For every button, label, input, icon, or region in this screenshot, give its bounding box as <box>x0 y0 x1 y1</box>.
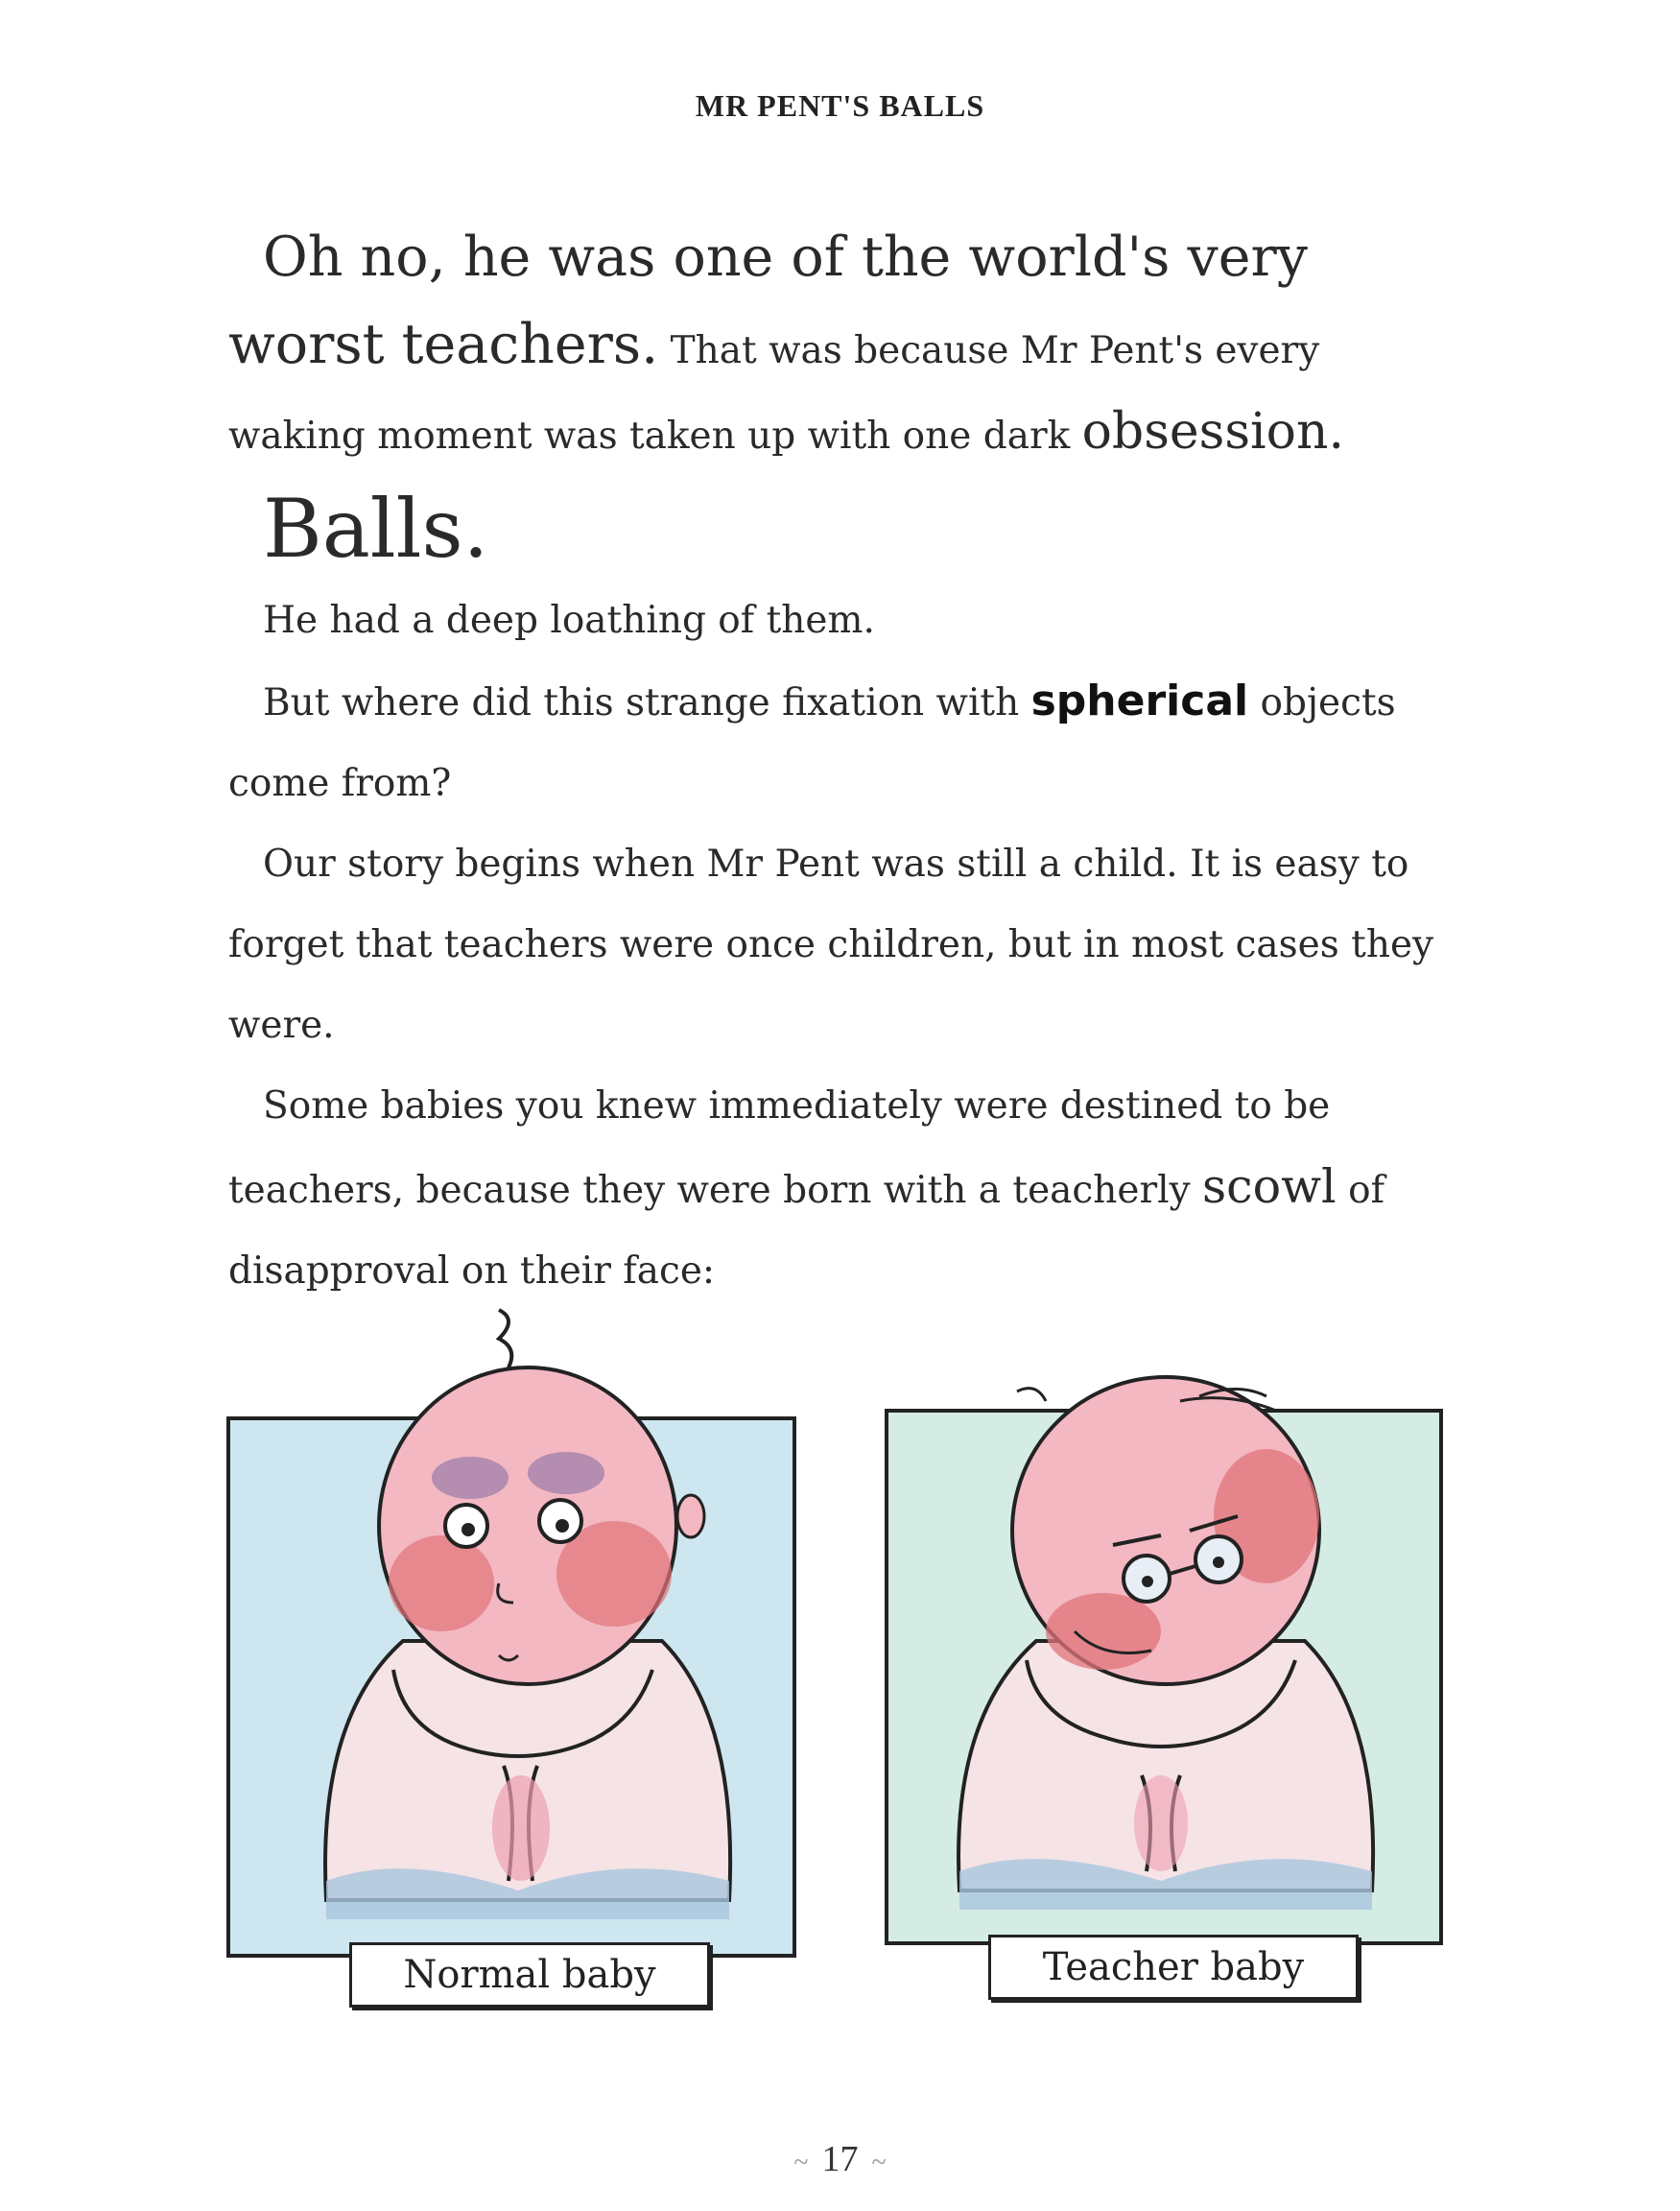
normal-baby-caption: Normal baby <box>349 1942 710 2008</box>
teacher-baby-caption: Teacher baby <box>988 1935 1359 2000</box>
normal-baby-illustration <box>228 1310 794 1956</box>
paragraph-4: Our story begins when Mr Pent was still a child. It is easy to forget that teachers were once children, but in most cases they were. <box>228 843 1434 1047</box>
large-opening-text: Oh no, he was one of the world's very worst teachers. <box>228 226 1308 376</box>
paragraph-3-text: But where did this strange fixation with <box>263 681 1031 725</box>
page-number-value: 17 <box>821 2139 859 2179</box>
spherical-word: spherical <box>1030 677 1249 725</box>
paragraph-1-text: That was because Mr Pent's every waking moment was taken up with one dark <box>228 329 1320 458</box>
page-number <box>0 2138 1680 2180</box>
scowl-word: scowl <box>1202 1159 1337 1214</box>
page-number-ornament-left: ~ <box>793 2148 809 2177</box>
paragraph-5-text: Some babies you knew immediately were destined to be teachers, because they were born with a teacherly <box>228 1084 1331 1212</box>
obsession-word: obsession. <box>1081 403 1345 461</box>
page-number-ornament-right: ~ <box>871 2148 887 2177</box>
running-header: MR PENT'S BALLS <box>695 88 985 123</box>
paragraph-5-end: of disapproval on their face: <box>228 1169 1385 1293</box>
paragraph-2: He had a deep loathing of them. <box>263 599 875 642</box>
teacher-baby-illustration <box>887 1377 1441 1943</box>
balls-heading: Balls. <box>263 482 489 576</box>
paragraph-3-end: objects come from? <box>228 681 1396 805</box>
